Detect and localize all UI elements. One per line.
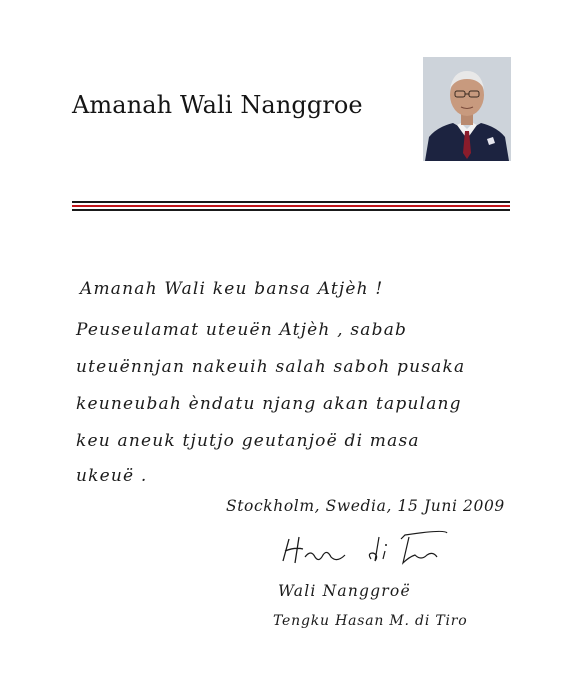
- letter-line: keu aneuk tjutjo geutanjoë di masa: [76, 431, 420, 451]
- header-divider-top: [72, 201, 510, 203]
- place-date: Stockholm, Swedia, 15 Juni 2009: [226, 497, 505, 515]
- portrait-photo: [423, 57, 511, 161]
- page-title: Amanah Wali Nanggroe: [72, 91, 363, 119]
- letter-line: Peuseulamat uteuën Atjèh , sabab: [76, 320, 408, 340]
- signatory-name: Tengku Hasan M. di Tiro: [273, 613, 468, 629]
- signatory-role: Wali Nanggroë: [278, 582, 411, 600]
- handwritten-signature: [275, 527, 450, 572]
- header-divider-bottom: [72, 209, 510, 211]
- letter-line: uteuënnjan nakeuih salah saboh pusaka: [76, 357, 466, 377]
- letter-line: keuneubah èndatu njang akan tapulang: [76, 394, 462, 414]
- letter-line: ukeuë .: [76, 466, 148, 486]
- letter-greeting: Amanah Wali keu bansa Atjèh !: [80, 279, 384, 299]
- header-divider-red: [72, 205, 510, 207]
